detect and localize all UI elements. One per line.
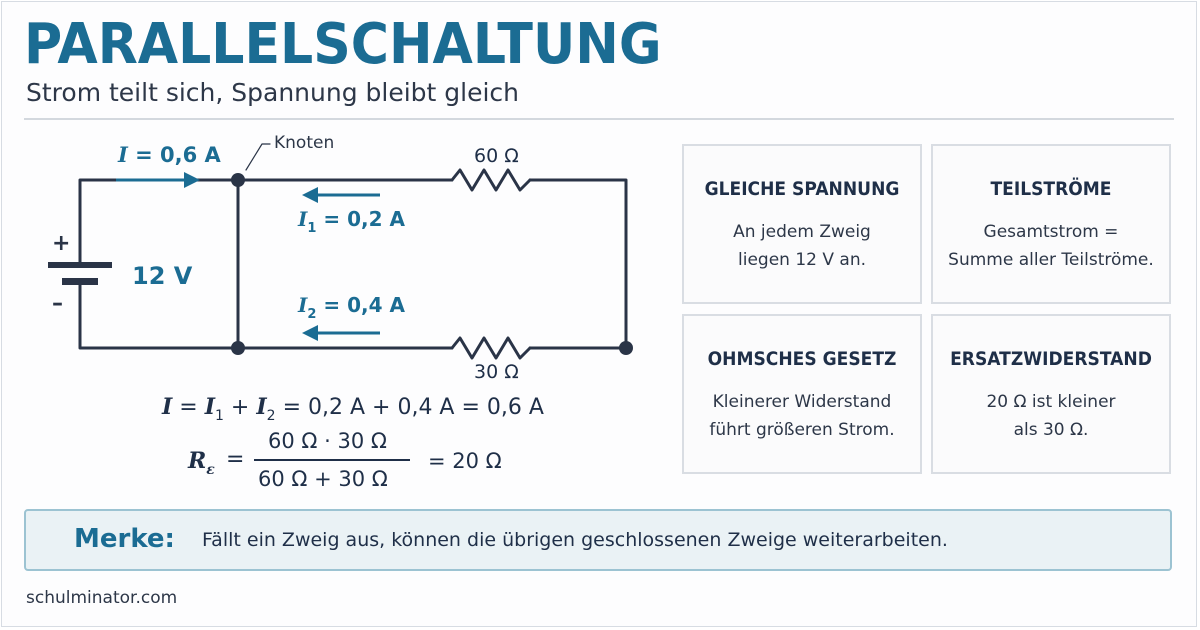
resistance-symbol-index: ε	[206, 462, 215, 478]
card-gleiche-spannung	[682, 144, 922, 304]
formula-i2-index: 2	[266, 408, 276, 424]
resistance-denominator: 60 Ω + 30 Ω	[258, 467, 388, 491]
formula-eq1: =	[172, 395, 205, 420]
card-title: OHMSCHES GESETZ	[707, 348, 897, 370]
card-line: als 30 Ω.	[1013, 420, 1089, 440]
card-title: ERSATZWIDERSTAND	[950, 348, 1152, 370]
resistor-bottom-zigzag	[452, 338, 530, 358]
footer-site: schulminator.com	[26, 588, 178, 608]
branch1-symbol: I	[298, 207, 308, 231]
branch2-value: = 0,4 A	[316, 293, 405, 317]
formula-i2: I	[256, 394, 267, 420]
current-sum-formula	[161, 394, 544, 424]
branch2-symbol: I	[298, 293, 308, 317]
total-current-arrow-head	[184, 172, 200, 188]
branch1-arrow-head	[302, 187, 318, 203]
battery-short-plate	[62, 278, 98, 285]
branch1-index: 1	[307, 221, 317, 236]
card-line: 20 Ω ist kleiner	[986, 392, 1116, 412]
branch2-current-label	[297, 293, 405, 322]
card-line: An jedem Zweig	[733, 222, 871, 242]
junction-node-top	[231, 173, 245, 187]
resistance-symbol-letter: R	[188, 448, 207, 474]
card-line: liegen 12 V an.	[738, 250, 866, 270]
card-title: TEILSTRÖME	[990, 178, 1112, 200]
circuit-wires	[80, 144, 626, 358]
card-line: Gesamtstrom =	[983, 222, 1119, 242]
voltage-label: 12 V	[132, 262, 193, 290]
resistor-bottom-label: 30 Ω	[474, 361, 519, 383]
branch2-index: 2	[307, 307, 317, 322]
node-label: Knoten	[274, 133, 335, 153]
card-title: GLEICHE SPANNUNG	[704, 178, 900, 200]
wire-left-bottom	[80, 308, 238, 348]
battery-long-plate	[48, 262, 112, 268]
page-subtitle: Strom teilt sich, Spannung bleibt gleich	[26, 78, 520, 107]
resistor-top-zigzag	[452, 170, 530, 190]
formula-i1-index: 1	[215, 408, 224, 424]
resistance-result: = 20 Ω	[428, 449, 502, 473]
branch1-current-label	[297, 207, 405, 236]
formula-i1: I	[204, 394, 216, 420]
junction-node-bottom	[231, 341, 245, 355]
card-text	[941, 388, 1161, 444]
card-line: Kleinerer Widerstand	[712, 392, 892, 412]
total-current-label	[117, 142, 222, 167]
circuit-diagram	[0, 120, 660, 500]
formula-plus: +	[223, 395, 257, 420]
card-line: führt größeren Strom.	[709, 420, 895, 440]
card-line: Summe aller Teilströme.	[948, 250, 1154, 270]
junction-node-right	[619, 341, 633, 355]
resistor-top-label: 60 Ω	[474, 145, 519, 167]
resistance-symbol	[187, 448, 215, 478]
wire-left-top	[80, 180, 238, 240]
resistance-eq-sign: =	[226, 447, 245, 472]
branch2-arrow-head	[302, 325, 318, 341]
battery-minus-sign: –	[52, 291, 63, 316]
card-text	[692, 218, 912, 274]
node-label-leader	[246, 144, 270, 170]
total-current-value: = 0,6 A	[127, 143, 221, 167]
card-text	[941, 218, 1161, 274]
branch1-value: = 0,2 A	[316, 207, 405, 231]
merke-box	[24, 509, 1172, 571]
card-teilstroeme	[931, 144, 1171, 304]
wire-top-right	[530, 180, 626, 348]
card-ersatzwiderstand	[931, 314, 1171, 474]
merke-label: Merke:	[74, 524, 175, 554]
formula-total-current: I	[162, 394, 173, 420]
card-text	[692, 388, 912, 444]
formula-rhs: = 0,2 A + 0,4 A = 0,6 A	[275, 395, 544, 420]
card-ohmsches-gesetz	[682, 314, 922, 474]
resistance-numerator: 60 Ω · 30 Ω	[268, 429, 387, 453]
total-current-symbol: I	[118, 142, 128, 167]
page-title: PARALLELSCHALTUNG	[24, 12, 662, 77]
merke-text: Fällt ein Zweig aus, können die übrigen geschlossenen Zweige weiterarbeiten.	[202, 529, 948, 551]
battery-plus-sign: +	[52, 231, 71, 256]
